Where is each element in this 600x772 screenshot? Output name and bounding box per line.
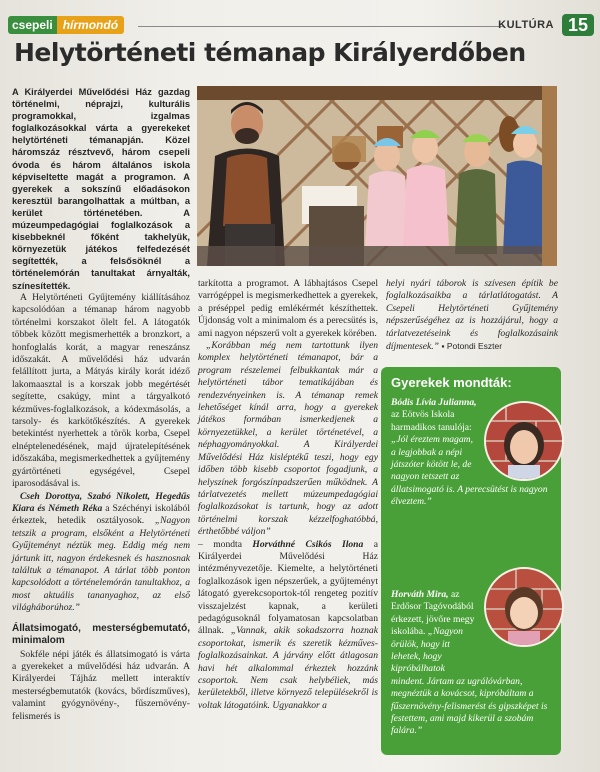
col2-paragraph-2: a Királyerdei Művelődési Ház intézményvezetője. Kiemelte, a helytörténeti foglalkozások igen népszerűek, a gyűjteményt látogató gyerekcsoportok-tól rengeteg pozitív visszajelzést kapnak, a kerületi pedagógusoknál folyamatosan kapcsolatban állnak. (198, 538, 378, 637)
col3-quote-end: helyi nyári táborok is szívesen építik be foglalkozásaikba a tárlatlátogatást. A Csepeli Helytörténeti Gyűjtemény népszerűségéhez az is hozzájárul, hogy a tárlatvezetéseink és foglalkozásaink díjmentesek.” (386, 278, 558, 353)
article-column-2 (198, 278, 378, 712)
kid1-intro: az Eötvös Iskola harmadikos tanulója: (391, 409, 472, 433)
kid1-name: Bódis Lívia Julianna, (391, 397, 477, 408)
subheading: Állatsimogató, mesterségbemutató, minimalom (12, 622, 190, 646)
col2-director-quote: „Korábban még nem tartottunk ilyen komplex helytörténeti témanapot, bár a program részelemei felbukkantak már a helytörténeti tábor tematikájában és rendezvényeinken is. A témanap remek lehetőséget kínál arra, hogy a gyerekek játékos formában ismerkedjenek a környezetükkel, a kerület történetével, a néphagyományokkal. A Királyerdei Művelődési Ház kisléptékű teszi, hogy egy időben több kisebb csoportot fogadjunk, a helyszínek forgószínpadszerűen működnek. A tárlatvezetés mellett múzeumpedagógiai foglalkozásokat is tartunk, hogy az adott történelmi korszak kézzelfoghatóbbá, érthetőbbé váljon” (198, 340, 378, 538)
author-name: Potondi Eszter (446, 341, 503, 352)
page-header (8, 14, 594, 34)
page-number: 15 (562, 14, 594, 36)
col2-director-quote-2: „Vannak, akik sokadszorra hoznak csoportokat, ismerik és szeretik kézműves-foglalkozásainkat. A járvány előtt átlagosan havi hét alkalommal érkeztek hozzánk csoportok. Nem csak helybéliek, más kerületekből, illetve környező településekről is voltak látogatóink. Ugyanakkor a (198, 625, 378, 711)
article-lead (12, 86, 190, 292)
header-rule (138, 26, 504, 27)
yurt-scene-image (197, 86, 557, 266)
kids-quotes-box (381, 367, 561, 755)
col1-student-quote: „Nagyon tetszik a program, elsőként a Helytörténeti Gyűjteményt néztük meg. Eddig még nem jártunk itt, nagyon érdekesnek és hasznosnak találtuk a témanapot. A tárlat több ponton kapcsolódott a történelemórán tanultakhoz, a most aktuális tananyaghoz, az első világháborúhoz.” (12, 515, 190, 614)
section-label: KULTÚRA (498, 19, 554, 31)
kid1-quote: „Jól éreztem magam, a legjobbak a népi játszóter kötött le, de nagyon tetszett az állatsimogató is. A perecsütést is nagyon élveztem.” (391, 434, 548, 508)
kid2-portrait (484, 567, 564, 647)
brand-logo (8, 16, 124, 34)
col2-paragraph: tarkította a programot. A lábhajtásos Csepel varrógéppel is megismerkedhettek a gyerekek, a préséppel pedig emlékérmét készíthettek. Újdonság volt a minimalom és a perecsütés is, ami nagyon népszerű volt a gyerekek körében. (198, 278, 378, 339)
col1-students-desc: a Széchényi iskolából érkeztek, hetedik osztályosok. (12, 502, 190, 527)
col1-student-names: Cseh Dorottya, Szabó Nikolett, Hegedűs Kiara és Németh Réka (12, 490, 190, 514)
col2-director-name: Horváthné Csikós Ilona (252, 538, 364, 550)
article-column-1 (12, 292, 190, 723)
col2-attribution-pre: – mondta (198, 538, 242, 550)
article-title: Helytörténeti témanap Királyerdőben (14, 38, 526, 67)
article-column-3: helyi nyári táborok is szívesen építik be foglalkozásaikba a tárlatlátogatást. A Csepeli Helytörténeti Gyűjtemény népszerűségéhez az is hozzájárul, hogy a tárlatvezetéseink és foglalkozásaink díjmentesek.” ▪ Potondi Eszter (386, 278, 558, 353)
col1-paragraph-2: Sokféle népi játék és állatsimogató is várta a gyerekeket a művelődési ház udvarán. A Királyerdei Tájház mellett interaktív mesterségbemutatók (kovács, bőrdíszműves), valamint gyógynövény-, fűszernövény-felismerés is (12, 648, 190, 722)
kid2-name: Horváth Mira, (391, 589, 449, 600)
kid1-portrait (484, 401, 564, 481)
kids-box-title: Gyerekek mondták: (391, 375, 512, 390)
kid2-quote: „Nagyon örülök, hogy itt lehetek, hogy kipróbálhatok mindent. Jártam az ugrálóvárban, megnéztük a kovácsot, kipróbáltam a fűszernövény-felismerést és gipszképet is festettem, ami majd kikerül a szobám falára.” (391, 626, 548, 737)
article-photo (197, 86, 557, 266)
lead-text: A Királyerdei Művelődési Ház gazdag történelmi, néprajzi, kulturális programokkal, izgalmas foglalkozásokkal várta a gyerekeket helytörténeti témanapján. Közel háromszáz résztvevő, három csepeli óvoda és három általános iskola képviseltette magát a programon. A gyerekek a sokszínű előadásokon keresztül barangolhattak a múltban, a kerület történetében. A múzeumpedagógiai foglalkozások a kisebbeknél főként takhelyük, környezetük játékos felfedezését segítették, a felsősöknél a történelemórán tanultakat árnyalták, színesítették. (12, 87, 190, 291)
col1-paragraph: A Helytörténeti Gyűjtemény kiállításához kapcsolódóan a témanap három nagyobb történelmi korszakot ölelt fel. A látogatók többek között megismerhették a bronzkort, a honfoglalás korát, a magyar reneszánsz időszakát. A művelődési ház udvarán felállított jurta, a Mátyás király korát idéző lakomaasztal is a korszak jobb megértését segítette, csakúgy, mint a tárgyalkotó kézműves-foglalkozások, a kódexmásolás, a tarsoly- és karkötőkészítés. A gyerekek betekintést nyerhettek a török korba, Csepel elnéptelenedésének, majd újratelepítésének időszakába, megismerkedhettek a gyűjtemény gyártörténeti egységével, Csepel iparosodásával is. (12, 292, 190, 490)
kid2-intro: az Erdősor Tagóvodából érkezett, jövőre megy iskolába. (391, 589, 475, 638)
brand-part1: csepeli (8, 16, 57, 34)
brand-part2: hírmondó (57, 16, 124, 34)
